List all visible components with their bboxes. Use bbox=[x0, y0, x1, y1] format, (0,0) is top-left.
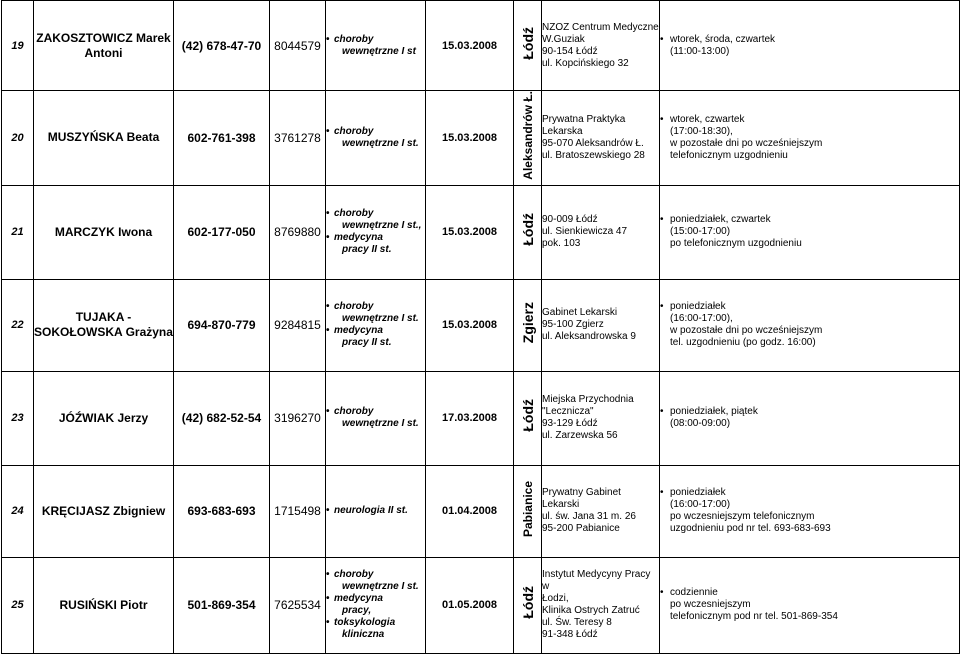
specialization bbox=[326, 1, 426, 91]
office-hours-list bbox=[660, 406, 959, 430]
doctor-name-line: SOKOŁOWSKA Grażyna bbox=[34, 325, 173, 340]
office-hours-line: poniedziałek bbox=[670, 487, 726, 499]
license-number-text: 7625534 bbox=[274, 598, 321, 613]
specialization-line: choroby bbox=[334, 406, 374, 418]
table-row bbox=[2, 91, 960, 186]
office-hours-line: poniedziałek, czwartek bbox=[670, 214, 771, 226]
specialization bbox=[326, 91, 426, 186]
office-hours bbox=[660, 465, 960, 557]
specialization-line: choroby bbox=[334, 125, 374, 137]
accreditation-date-text: 17.03.2008 bbox=[441, 412, 498, 425]
license-number bbox=[270, 465, 326, 557]
bullet-icon: • bbox=[326, 232, 330, 244]
office-hours-line: po wczesniejszym bbox=[670, 599, 751, 611]
address-line: ul. Aleksandrowska 9 bbox=[542, 331, 636, 343]
office-hours-line: (11:00-13:00) bbox=[670, 45, 730, 57]
office-hours-line: poniedziałek bbox=[670, 301, 726, 313]
bullet-icon: • bbox=[326, 33, 330, 45]
specialization bbox=[326, 185, 426, 279]
office-hours-list bbox=[660, 587, 959, 623]
bullet-icon: • bbox=[326, 569, 330, 581]
license-number-text: 8044579 bbox=[274, 38, 321, 53]
office-hours bbox=[660, 371, 960, 465]
specialization-item bbox=[326, 208, 425, 232]
specialization-line: pracy II st. bbox=[342, 337, 392, 349]
license-number bbox=[270, 1, 326, 91]
clinic-address bbox=[542, 465, 660, 557]
bullet-icon: • bbox=[660, 487, 664, 499]
specialization-item bbox=[326, 406, 425, 430]
address-line: ul. Bratoszewskiego 28 bbox=[542, 149, 645, 161]
address-line: Prywatna Praktyka Lekarska bbox=[542, 113, 626, 137]
specialization-line: medycyna bbox=[334, 593, 383, 605]
address-line: pok. 103 bbox=[542, 238, 581, 250]
address-line: Łodzi, bbox=[542, 593, 569, 605]
city-name: Pabianice bbox=[520, 480, 535, 537]
specialization-line: wewnętrzne I st. bbox=[342, 418, 419, 430]
row-number bbox=[2, 1, 34, 91]
office-hours-line: w pozostałe dni po wcześniejszym bbox=[670, 325, 823, 337]
clinic-address bbox=[542, 91, 660, 186]
row-number-text: 22 bbox=[11, 319, 24, 332]
license-number-text: 8769880 bbox=[274, 225, 321, 240]
bullet-icon: • bbox=[660, 406, 664, 418]
city bbox=[514, 91, 542, 186]
doctor-name bbox=[34, 465, 174, 557]
bullet-icon: • bbox=[660, 33, 664, 45]
doctor-name-line: RUSIŃSKI Piotr bbox=[59, 597, 148, 612]
phone-number-text: (42) 678-47-70 bbox=[181, 38, 262, 53]
specialization-line: wewnętrzne I st. bbox=[342, 581, 419, 593]
address-line: 95-070 Aleksandrów Ł. bbox=[542, 137, 644, 149]
phone-number-text: 694-870-779 bbox=[187, 318, 256, 333]
specialization-line: wewnętrzne I st., bbox=[342, 220, 422, 232]
doctor-name bbox=[34, 557, 174, 653]
address-line: Miejska Przychodnia bbox=[542, 394, 634, 406]
specialization-item bbox=[326, 232, 425, 256]
office-hours-item bbox=[660, 301, 959, 349]
office-hours-line: telefonicznym pod nr tel. 501-869-354 bbox=[670, 611, 838, 623]
specialization-item bbox=[326, 126, 425, 150]
specialization-line: medycyna bbox=[334, 232, 383, 244]
accreditation-date bbox=[426, 465, 514, 557]
accreditation-date bbox=[426, 371, 514, 465]
specialization-line: wewnętrzne I st bbox=[342, 45, 416, 57]
specialization-line: wewnętrzne I st. bbox=[342, 137, 419, 149]
specialization-item bbox=[326, 617, 425, 641]
doctor-name bbox=[34, 185, 174, 279]
city bbox=[514, 371, 542, 465]
phone-number bbox=[174, 371, 270, 465]
phone-number bbox=[174, 1, 270, 91]
address-line: 90-009 Łódź bbox=[542, 214, 598, 226]
accreditation-date bbox=[426, 91, 514, 186]
specialization-line: choroby bbox=[334, 208, 374, 220]
license-number bbox=[270, 279, 326, 371]
office-hours bbox=[660, 557, 960, 653]
office-hours bbox=[660, 279, 960, 371]
city bbox=[514, 1, 542, 91]
accreditation-date-text: 01.04.2008 bbox=[441, 505, 498, 518]
specialization-item bbox=[326, 569, 425, 593]
city-name: Łódź bbox=[519, 213, 536, 247]
bullet-icon: • bbox=[660, 587, 664, 599]
row-number bbox=[2, 371, 34, 465]
office-hours-line: (08:00-09:00) bbox=[670, 418, 731, 430]
table-row bbox=[2, 465, 960, 557]
phone-number bbox=[174, 279, 270, 371]
row-number bbox=[2, 91, 34, 186]
doctor-name-line: MARCZYK Iwona bbox=[54, 224, 153, 239]
doctor-name bbox=[34, 91, 174, 186]
specialization-item bbox=[326, 34, 425, 58]
license-number bbox=[270, 371, 326, 465]
license-number-text: 1715498 bbox=[274, 504, 321, 519]
table-row bbox=[2, 557, 960, 653]
city-name: Aleksandrów Ł. bbox=[520, 91, 535, 180]
office-hours-line: wtorek, środa, czwartek bbox=[670, 33, 776, 45]
bullet-icon: • bbox=[326, 406, 330, 418]
specialization-list bbox=[326, 569, 425, 641]
address-line: ul. św. Jana 31 m. 26 bbox=[542, 511, 636, 523]
specialization-line: pracy II st. bbox=[342, 244, 392, 256]
city bbox=[514, 279, 542, 371]
license-number-text: 3196270 bbox=[274, 411, 321, 426]
specialization-item bbox=[326, 325, 425, 349]
accreditation-date-text: 15.03.2008 bbox=[441, 226, 498, 239]
doctor-name bbox=[34, 1, 174, 91]
office-hours-line: w pozostałe dni po wcześniejszym bbox=[670, 137, 823, 149]
bullet-icon: • bbox=[660, 301, 664, 313]
specialization bbox=[326, 279, 426, 371]
table-row bbox=[2, 279, 960, 371]
phone-number bbox=[174, 91, 270, 186]
accreditation-date bbox=[426, 557, 514, 653]
specialization bbox=[326, 465, 426, 557]
specialization-list bbox=[326, 406, 425, 430]
specialization-line: kliniczna bbox=[342, 629, 385, 641]
clinic-address bbox=[542, 371, 660, 465]
license-number-text: 3761278 bbox=[274, 130, 321, 145]
phone-number bbox=[174, 465, 270, 557]
office-hours-line: (17:00-18:30), bbox=[670, 125, 733, 137]
row-number-text: 21 bbox=[11, 226, 24, 239]
clinic-address bbox=[542, 279, 660, 371]
office-hours-line: uzgodnieniu pod nr tel. 693-683-693 bbox=[670, 523, 831, 535]
doctor-name bbox=[34, 279, 174, 371]
office-hours-list bbox=[660, 214, 959, 250]
address-line: 93-129 Łódź bbox=[542, 418, 598, 430]
address-line: Instytut Medycyny Pracy w bbox=[542, 569, 651, 593]
doctor-name-line: Antoni bbox=[84, 45, 123, 60]
bullet-icon: • bbox=[326, 325, 330, 337]
address-line: ul. Kopcińskiego 32 bbox=[542, 57, 629, 69]
table-row bbox=[2, 1, 960, 91]
office-hours-list bbox=[660, 34, 959, 58]
doctor-name-line: TUJAKA - bbox=[75, 310, 132, 325]
office-hours bbox=[660, 185, 960, 279]
row-number-text: 25 bbox=[11, 599, 24, 612]
office-hours-line: (16:00-17:00) bbox=[670, 499, 731, 511]
bullet-icon: • bbox=[326, 208, 330, 220]
specialization bbox=[326, 557, 426, 653]
specialization-item bbox=[326, 505, 425, 517]
office-hours-item bbox=[660, 487, 959, 535]
address-line: NZOZ Centrum Medyczne bbox=[542, 21, 659, 33]
address-line: "Lecznicza" bbox=[542, 406, 594, 418]
table-row bbox=[2, 371, 960, 465]
office-hours-list bbox=[660, 487, 959, 535]
office-hours-item bbox=[660, 406, 959, 430]
clinic-address bbox=[542, 185, 660, 279]
specialization-list bbox=[326, 505, 425, 517]
doctor-name-line: KRĘCIJASZ Zbigniew bbox=[41, 503, 166, 518]
specialization-list bbox=[326, 34, 425, 58]
office-hours bbox=[660, 91, 960, 186]
address-line: Gabinet Lekarski bbox=[542, 307, 618, 319]
specialization-line: choroby bbox=[334, 569, 374, 581]
office-hours-list bbox=[660, 301, 959, 349]
row-number-text: 24 bbox=[11, 505, 24, 518]
license-number bbox=[270, 185, 326, 279]
specialization-line: choroby bbox=[334, 301, 374, 313]
specialization-list bbox=[326, 126, 425, 150]
bullet-icon: • bbox=[326, 617, 330, 629]
accreditation-date-text: 15.03.2008 bbox=[441, 131, 498, 144]
clinic-address bbox=[542, 557, 660, 653]
office-hours-list bbox=[660, 114, 959, 162]
specialization-item bbox=[326, 593, 425, 617]
phone-number-text: 501-869-354 bbox=[187, 598, 256, 613]
phone-number-text: 602-177-050 bbox=[187, 225, 256, 240]
license-number bbox=[270, 557, 326, 653]
clinic-address bbox=[542, 1, 660, 91]
phone-number bbox=[174, 185, 270, 279]
table-row bbox=[2, 185, 960, 279]
office-hours-line: po telefonicznym uzgodnieniu bbox=[670, 238, 802, 250]
bullet-icon: • bbox=[326, 301, 330, 313]
office-hours-line: tel. uzgodnieniu (po godz. 16:00) bbox=[670, 337, 816, 349]
city bbox=[514, 465, 542, 557]
specialization-line: toksykologia bbox=[334, 617, 396, 629]
city-name: Łódź bbox=[519, 26, 536, 60]
specialization-list bbox=[326, 301, 425, 349]
row-number-text: 20 bbox=[11, 131, 24, 144]
address-line: W.Guziak bbox=[542, 33, 585, 45]
office-hours-line: po wczesniejszym telefonicznym bbox=[670, 511, 815, 523]
phone-number-text: 693-683-693 bbox=[187, 504, 256, 519]
bullet-icon: • bbox=[660, 214, 664, 226]
row-number bbox=[2, 185, 34, 279]
address-line: Prywatny Gabinet Lekarski bbox=[542, 487, 621, 511]
specialization-line: choroby bbox=[334, 33, 374, 45]
accreditation-date-text: 15.03.2008 bbox=[441, 39, 498, 52]
office-hours-line: wtorek, czwartek bbox=[670, 113, 745, 125]
address-line: ul. Zarzewska 56 bbox=[542, 430, 618, 442]
office-hours-line: telefonicznym uzgodnieniu bbox=[670, 149, 788, 161]
office-hours-item bbox=[660, 587, 959, 623]
bullet-icon: • bbox=[326, 505, 330, 517]
city-name: Zgierz bbox=[519, 302, 536, 344]
specialization-line: wewnętrzne I st. bbox=[342, 313, 419, 325]
specialization-line: pracy, bbox=[342, 605, 372, 617]
address-line: ul. Św. Teresy 8 bbox=[542, 617, 612, 629]
license-number-text: 9284815 bbox=[274, 318, 321, 333]
address-line: 95-200 Pabianice bbox=[542, 523, 620, 535]
phone-number bbox=[174, 557, 270, 653]
office-hours bbox=[660, 1, 960, 91]
city bbox=[514, 185, 542, 279]
doctor-name-line: JÓŹWIAK Jerzy bbox=[58, 410, 149, 425]
specialization bbox=[326, 371, 426, 465]
doctor-name bbox=[34, 371, 174, 465]
bullet-icon: • bbox=[326, 593, 330, 605]
specialization-list bbox=[326, 208, 425, 256]
accreditation-date bbox=[426, 185, 514, 279]
row-number-text: 23 bbox=[11, 412, 24, 425]
row-number bbox=[2, 557, 34, 653]
office-hours-item bbox=[660, 34, 959, 58]
specialization-item bbox=[326, 301, 425, 325]
address-line: 90-154 Łódź bbox=[542, 45, 598, 57]
doctor-name-line: ZAKOSZTOWICZ Marek bbox=[36, 30, 171, 45]
city-name: Łódź bbox=[519, 586, 536, 620]
accreditation-date bbox=[426, 279, 514, 371]
specialization-line: neurologia II st. bbox=[334, 505, 408, 517]
office-hours-line: (16:00-17:00), bbox=[670, 313, 733, 325]
phone-number-text: (42) 682-52-54 bbox=[181, 411, 262, 426]
specialization-line: medycyna bbox=[334, 325, 383, 337]
office-hours-line: (15:00-17:00) bbox=[670, 226, 731, 238]
office-hours-line: poniedziałek, piątek bbox=[670, 406, 758, 418]
address-line: 91-348 Łódź bbox=[542, 629, 598, 641]
accreditation-date-text: 15.03.2008 bbox=[441, 319, 498, 332]
city-name: Łódź bbox=[519, 399, 536, 433]
row-number-text: 19 bbox=[11, 39, 24, 52]
accreditation-date-text: 01.05.2008 bbox=[441, 599, 498, 612]
accreditation-date bbox=[426, 1, 514, 91]
doctors-table bbox=[1, 0, 960, 654]
license-number bbox=[270, 91, 326, 186]
office-hours-line: codziennie bbox=[670, 587, 718, 599]
address-line: ul. Sienkiewicza 47 bbox=[542, 226, 628, 238]
bullet-icon: • bbox=[326, 125, 330, 137]
row-number bbox=[2, 279, 34, 371]
office-hours-item bbox=[660, 114, 959, 162]
address-line: 95-100 Zgierz bbox=[542, 319, 604, 331]
bullet-icon: • bbox=[660, 113, 664, 125]
office-hours-item bbox=[660, 214, 959, 250]
doctor-name-line: MUSZYŃSKA Beata bbox=[47, 130, 160, 145]
address-line: Klinika Ostrych Zatruć bbox=[542, 605, 640, 617]
city bbox=[514, 557, 542, 653]
row-number bbox=[2, 465, 34, 557]
phone-number-text: 602-761-398 bbox=[187, 130, 256, 145]
